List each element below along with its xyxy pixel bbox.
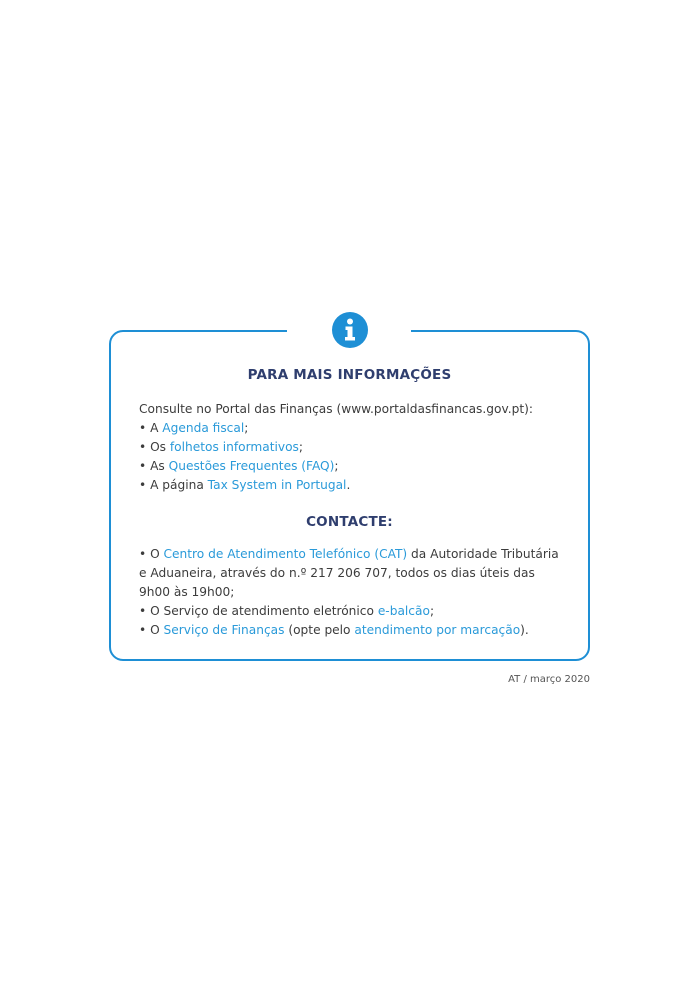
info-heading: PARA MAIS INFORMAÇÕES bbox=[247, 367, 452, 383]
list-item: • Os folhetos informativos; bbox=[139, 440, 303, 454]
e-balcao-link[interactable]: e-balcão bbox=[377, 604, 430, 618]
list-item: • O Centro de Atendimento Telefónico (CAT) da Autoridade Tributária e Aduaneira, através do n.º 217 206 707, todos os dias úteis das 9h00 às 19h00; bbox=[139, 547, 559, 599]
faq-link[interactable]: Questões Frequentes (FAQ) bbox=[168, 459, 335, 473]
list-item: • O Serviço de Finanças (opte pelo atendimento por marcação). bbox=[139, 623, 529, 637]
contact-heading: CONTACTE: bbox=[306, 514, 393, 530]
agenda-fiscal-link[interactable]: Agenda fiscal bbox=[162, 421, 245, 435]
servico-financas-link[interactable]: Serviço de Finanças bbox=[163, 623, 285, 637]
cat-link[interactable]: Centro de Atendimento Telefónico (CAT) bbox=[163, 547, 408, 561]
list-item: • O Serviço de atendimento eletrónico e-balcão; bbox=[139, 604, 435, 618]
list-item: • A página Tax System in Portugal. bbox=[139, 478, 351, 492]
folhetos-link[interactable]: folhetos informativos bbox=[169, 440, 299, 454]
tax-system-link[interactable]: Tax System in Portugal bbox=[207, 478, 347, 492]
footer-note: AT / março 2020 bbox=[508, 674, 590, 685]
info-block bbox=[139, 400, 561, 495]
info-intro: Consulte no Portal das Finanças (www.portaldasfinancas.gov.pt): bbox=[139, 402, 533, 416]
list-item: • As Questões Frequentes (FAQ); bbox=[139, 459, 339, 473]
contact-block bbox=[139, 545, 561, 640]
atendimento-marcacao-link[interactable]: atendimento por marcação bbox=[354, 623, 521, 637]
list-item: • A Agenda fiscal; bbox=[139, 421, 249, 435]
info-icon bbox=[332, 312, 368, 348]
